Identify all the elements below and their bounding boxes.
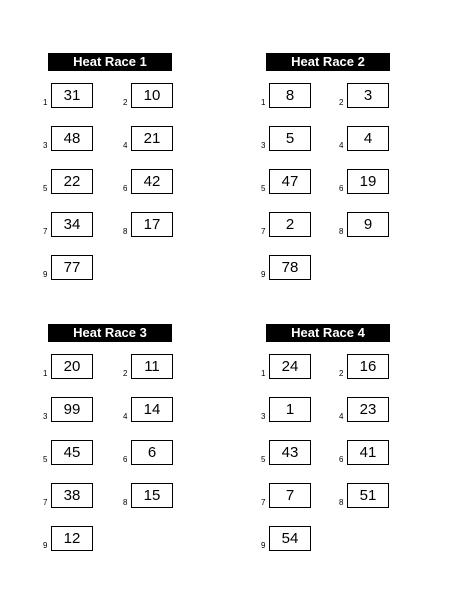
slot-4 xyxy=(339,126,399,152)
car-number-box: 12 xyxy=(51,526,93,551)
slot-4 xyxy=(339,397,399,423)
position-number: 6 xyxy=(123,455,128,464)
position-number: 4 xyxy=(123,412,128,421)
position-number: 8 xyxy=(339,498,344,507)
slot-2 xyxy=(123,83,183,109)
position-number: 2 xyxy=(339,98,344,107)
slot-6 xyxy=(339,169,399,195)
slot-6 xyxy=(339,440,399,466)
car-number-box: 6 xyxy=(131,440,173,465)
car-number-box: 5 xyxy=(269,126,311,151)
slot-9 xyxy=(43,526,103,552)
slot-5 xyxy=(261,440,321,466)
car-number-box: 54 xyxy=(269,526,311,551)
position-number: 5 xyxy=(43,184,48,193)
car-number-box: 2 xyxy=(269,212,311,237)
car-number-box: 24 xyxy=(269,354,311,379)
car-number-box: 15 xyxy=(131,483,173,508)
position-number: 7 xyxy=(261,227,266,236)
position-number: 3 xyxy=(43,141,48,150)
slot-6 xyxy=(123,440,183,466)
position-number: 9 xyxy=(43,541,48,550)
slot-3 xyxy=(261,126,321,152)
race-title: Heat Race 4 xyxy=(266,324,390,342)
position-number: 8 xyxy=(123,227,128,236)
position-number: 6 xyxy=(339,455,344,464)
slot-8 xyxy=(123,212,183,238)
position-number: 1 xyxy=(261,369,266,378)
heat-race-3 xyxy=(41,324,181,550)
slot-6 xyxy=(123,169,183,195)
position-number: 3 xyxy=(43,412,48,421)
car-number-box: 21 xyxy=(131,126,173,151)
race-title: Heat Race 2 xyxy=(266,53,390,71)
position-number: 1 xyxy=(261,98,266,107)
position-number: 2 xyxy=(123,369,128,378)
car-number-box: 51 xyxy=(347,483,389,508)
car-number-box: 19 xyxy=(347,169,389,194)
position-number: 6 xyxy=(123,184,128,193)
position-number: 1 xyxy=(43,369,48,378)
slot-2 xyxy=(339,354,399,380)
car-number-box: 38 xyxy=(51,483,93,508)
car-number-box: 8 xyxy=(269,83,311,108)
car-number-box: 78 xyxy=(269,255,311,280)
slot-1 xyxy=(43,354,103,380)
car-number-box: 4 xyxy=(347,126,389,151)
car-number-box: 43 xyxy=(269,440,311,465)
heat-race-2 xyxy=(259,53,399,279)
car-number-box: 1 xyxy=(269,397,311,422)
car-number-box: 9 xyxy=(347,212,389,237)
slot-7 xyxy=(261,212,321,238)
position-number: 9 xyxy=(261,541,266,550)
car-number-box: 41 xyxy=(347,440,389,465)
car-number-box: 48 xyxy=(51,126,93,151)
position-number: 7 xyxy=(43,498,48,507)
slot-3 xyxy=(43,397,103,423)
slot-5 xyxy=(43,440,103,466)
slot-7 xyxy=(43,212,103,238)
car-number-box: 7 xyxy=(269,483,311,508)
position-number: 5 xyxy=(261,455,266,464)
car-number-box: 16 xyxy=(347,354,389,379)
position-number: 4 xyxy=(123,141,128,150)
position-number: 5 xyxy=(261,184,266,193)
car-number-box: 14 xyxy=(131,397,173,422)
slot-9 xyxy=(43,255,103,281)
slot-1 xyxy=(261,83,321,109)
slot-9 xyxy=(261,526,321,552)
car-number-box: 47 xyxy=(269,169,311,194)
slot-4 xyxy=(123,397,183,423)
slot-7 xyxy=(43,483,103,509)
position-number: 1 xyxy=(43,98,48,107)
position-number: 4 xyxy=(339,412,344,421)
race-title: Heat Race 1 xyxy=(48,53,172,71)
car-number-box: 22 xyxy=(51,169,93,194)
car-number-box: 77 xyxy=(51,255,93,280)
slot-3 xyxy=(43,126,103,152)
position-number: 5 xyxy=(43,455,48,464)
slot-1 xyxy=(261,354,321,380)
position-number: 8 xyxy=(339,227,344,236)
position-number: 8 xyxy=(123,498,128,507)
slot-2 xyxy=(339,83,399,109)
car-number-box: 3 xyxy=(347,83,389,108)
heat-race-1 xyxy=(41,53,181,279)
slot-5 xyxy=(43,169,103,195)
slot-2 xyxy=(123,354,183,380)
position-number: 2 xyxy=(339,369,344,378)
car-number-box: 17 xyxy=(131,212,173,237)
car-number-box: 34 xyxy=(51,212,93,237)
slot-9 xyxy=(261,255,321,281)
car-number-box: 99 xyxy=(51,397,93,422)
car-number-box: 45 xyxy=(51,440,93,465)
position-number: 9 xyxy=(261,270,266,279)
position-number: 7 xyxy=(261,498,266,507)
car-number-box: 20 xyxy=(51,354,93,379)
car-number-box: 23 xyxy=(347,397,389,422)
slot-8 xyxy=(123,483,183,509)
heat-race-4 xyxy=(259,324,399,550)
slot-4 xyxy=(123,126,183,152)
position-number: 3 xyxy=(261,141,266,150)
slot-5 xyxy=(261,169,321,195)
slot-8 xyxy=(339,483,399,509)
position-number: 2 xyxy=(123,98,128,107)
race-title: Heat Race 3 xyxy=(48,324,172,342)
position-number: 4 xyxy=(339,141,344,150)
position-number: 9 xyxy=(43,270,48,279)
position-number: 6 xyxy=(339,184,344,193)
position-number: 7 xyxy=(43,227,48,236)
position-number: 3 xyxy=(261,412,266,421)
slot-3 xyxy=(261,397,321,423)
slot-1 xyxy=(43,83,103,109)
slot-8 xyxy=(339,212,399,238)
car-number-box: 11 xyxy=(131,354,173,379)
car-number-box: 31 xyxy=(51,83,93,108)
car-number-box: 42 xyxy=(131,169,173,194)
car-number-box: 10 xyxy=(131,83,173,108)
slot-7 xyxy=(261,483,321,509)
